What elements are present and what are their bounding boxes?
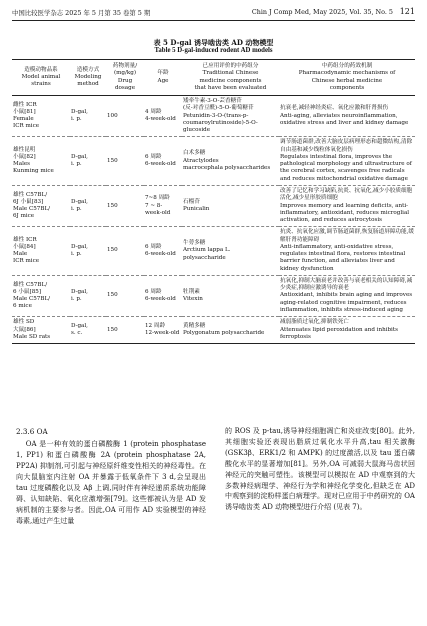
cell-age: 6 周龄 6-week-old (144, 137, 182, 186)
cell-dose: 150 (106, 227, 144, 276)
cell-strain: 雄性昆明 小鼠[82] Males Kunming mice (12, 137, 70, 186)
cell-age: 6 周龄 6-week-old (144, 275, 182, 316)
cell-component: 黄精多糖 Polygonatum polysaccharide (182, 317, 279, 344)
cell-mechanism: 调节肠道菌群,改善大脑皮层病理形态和超微结构,清除自由基和减少线粒体氧化损伤 Regulates intestinal flora, improves the pathological morphology and ultrastructure of the cerebral cortex, scavenges free radicals and reduces mitochondrial oxidative damage (279, 137, 415, 186)
body-right-column (225, 426, 415, 513)
cell-component: 白术多糖 Atractylodes macrocephala polysaccharides (182, 137, 279, 186)
cell-age: 12 周龄 12-week-old (144, 317, 182, 344)
cell-mechanism: 抗炎、抗氧化应激,调节肠道菌群,恢复肠道屏障功能,缓解肝肾功能障碍 Anti-inflammatory, anti-oxidative stress, regulates intestinal flora, restores intestinal barrier function, and alleviates liver and kidney dysfunction (279, 227, 415, 276)
cell-strain: 雌性 ICR 小鼠[81] Female ICR mice (12, 96, 70, 137)
cell-mechanism: 抗氧化,抑制大脑衰老并改善与衰老相关的认知障碍,减少炎症,抑制应激诱导的衰老 Antioxidant, inhibits brain aging and improves aging-related cognitive impairment, reduces inflammation, inhibits stress-induced aging (279, 275, 415, 316)
cell-method: D-gal, i. p. (70, 96, 106, 137)
table-row (12, 185, 415, 226)
cell-mechanism: 抗衰老,减轻神经炎症、氧化应激和肝肾损伤 Anti-aging, alleviates neuroinflammation, oxidative stress and liver and kidney damage (279, 96, 415, 137)
table-row (12, 96, 415, 137)
cell-strain: 雄性 C57BL/ 6J 小鼠[83] Male C57BL/ 6J mice (12, 185, 70, 226)
header-dose: 药物剂量/ (mg/kg) Drug dosage (106, 60, 144, 96)
cell-age: 4 周龄 4-week-old (144, 96, 182, 137)
cell-component: 牡荆素 Vitexin (182, 275, 279, 316)
cell-method: D-gal, i. p. (70, 227, 106, 276)
cell-age: 6 周龄 6-week-old (144, 227, 182, 276)
table-caption-cn: 表 5 D-gal 诱导啮齿类 AD 动物模型 (153, 38, 274, 47)
table-row (12, 227, 415, 276)
section-heading: 2.3.6 OA (16, 427, 48, 436)
header-method: 造模方式 Modeling method (70, 60, 106, 96)
table-header-row (12, 60, 415, 96)
cell-component: 石榴苷 Punicalin (182, 185, 279, 226)
paragraph-oa-continued: 的 ROS 及 p-tau,诱导神经细胞凋亡和炎症改变[80]。此外,其细胞实验还表现出脂质过氧化水平升高,tau 相关激酶 (GSK3β、ERK1/2 和 AMPK) 的过度激活,以及 tau 蛋白磷酸化水平的显著增加[81]。另外,OA 可减弱大鼠海马齿状回神经元的突触可塑性。该模型可以模拟在 AD 中观察到的大多数神经病理学、神经行为学和神经化学变化,但缺乏在 AD 中观察到的淀粉样蛋白病理学。现对已应用于中药研究的 OA 诱导啮齿类 AD 动物模型进行介绍 (见表 7)。 (225, 427, 415, 512)
header-mechanism: 中药组分的药效机制 Pharmacodynamic mechanisms of Chinese herbal medicine components (279, 60, 415, 96)
table-caption-en: Table 5 D-gal-induced rodent AD models (154, 47, 273, 54)
cell-method: D-gal, i. p. (70, 185, 106, 226)
paragraph-oa: OA 是一种有效的蛋白磷酸酶 1 (protein phosphatase 1, PP1) 和蛋白磷酸酶 2A (protein phosphatase 2A, PP2A) 抑制剂,可引起与神经原纤维变性相关的神经毒性。在向大鼠脑室内注射 OA 并暴露于低氧条件下 3 d,会呈现出 tau 过度磷酸化以及 Aβ 上调,同时伴有神经递质系统功能障碍、认知缺陷、氧化应激增强[79]。这些都被认为是 AD 发病机制的主要参与者。因此,OA 可用作 AD 实验模型的神经毒素,通过产生过量 (16, 440, 206, 525)
header-age: 年龄 Age (144, 60, 182, 96)
models-table (12, 59, 415, 344)
cell-dose: 150 (106, 137, 144, 186)
cell-strain: 雄性 SD 大鼠[86] Male SD rats (12, 317, 70, 344)
cell-dose: 150 (106, 185, 144, 226)
table-row (12, 137, 415, 186)
header-component: 已应用评价的中药组分 Traditional Chinese medicine components that have been evaluated (182, 60, 279, 96)
running-header (12, 8, 415, 21)
table-row (12, 317, 415, 344)
cell-component: 牛蒡多糖 Arctium lappa L. polysaccharide (182, 227, 279, 276)
body-left-column (16, 426, 206, 526)
journal-name-cn: 中国比较医学杂志 2025 年 5 月第 35 卷第 5 期 (12, 9, 151, 17)
cell-mechanism: 减弱脂质过氧化,抑制铁死亡 Attenuates lipid peroxidation and inhibits ferroptosis (279, 317, 415, 344)
header-strain: 造模动物品系 Model animal strains (12, 60, 70, 96)
page-number: 121 (399, 7, 415, 16)
cell-strain: 雄性 ICR 小鼠[84] Male ICR mice (12, 227, 70, 276)
cell-dose: 150 (106, 275, 144, 316)
cell-age: 7~8 周龄 7 ~ 8- week-old (144, 185, 182, 226)
cell-method: D-gal, i. p. (70, 275, 106, 316)
cell-component: 矮牵牛素-3-O-芸香糖苷 (反-对香豆酰)-5-O-葡萄糖苷 Petunidin-3-O-(trans-p-coumaroylrutinoside)-5-O-glucoside (182, 96, 279, 137)
table-row (12, 275, 415, 316)
cell-dose: 150 (106, 317, 144, 344)
cell-method: D-gal, s. c. (70, 317, 106, 344)
cell-strain: 雄性 C57BL/ 6 小鼠[85] Male C57BL/ 6 mice (12, 275, 70, 316)
cell-mechanism: 改善了记忆和学习缺陷,抗炎、抗氧化,减少小胶质细胞活化,减少星形胶质细胞 Improves memory and learning deficits, anti-inflammatory, antioxidant, reduces microglial activation, and reduces astrocytosis (279, 185, 415, 226)
cell-method: D-gal, i. p. (70, 137, 106, 186)
journal-name-en: Chin J Comp Med, May 2025, Vol. 35, No. 5 (251, 8, 393, 16)
cell-dose: 100 (106, 96, 144, 137)
